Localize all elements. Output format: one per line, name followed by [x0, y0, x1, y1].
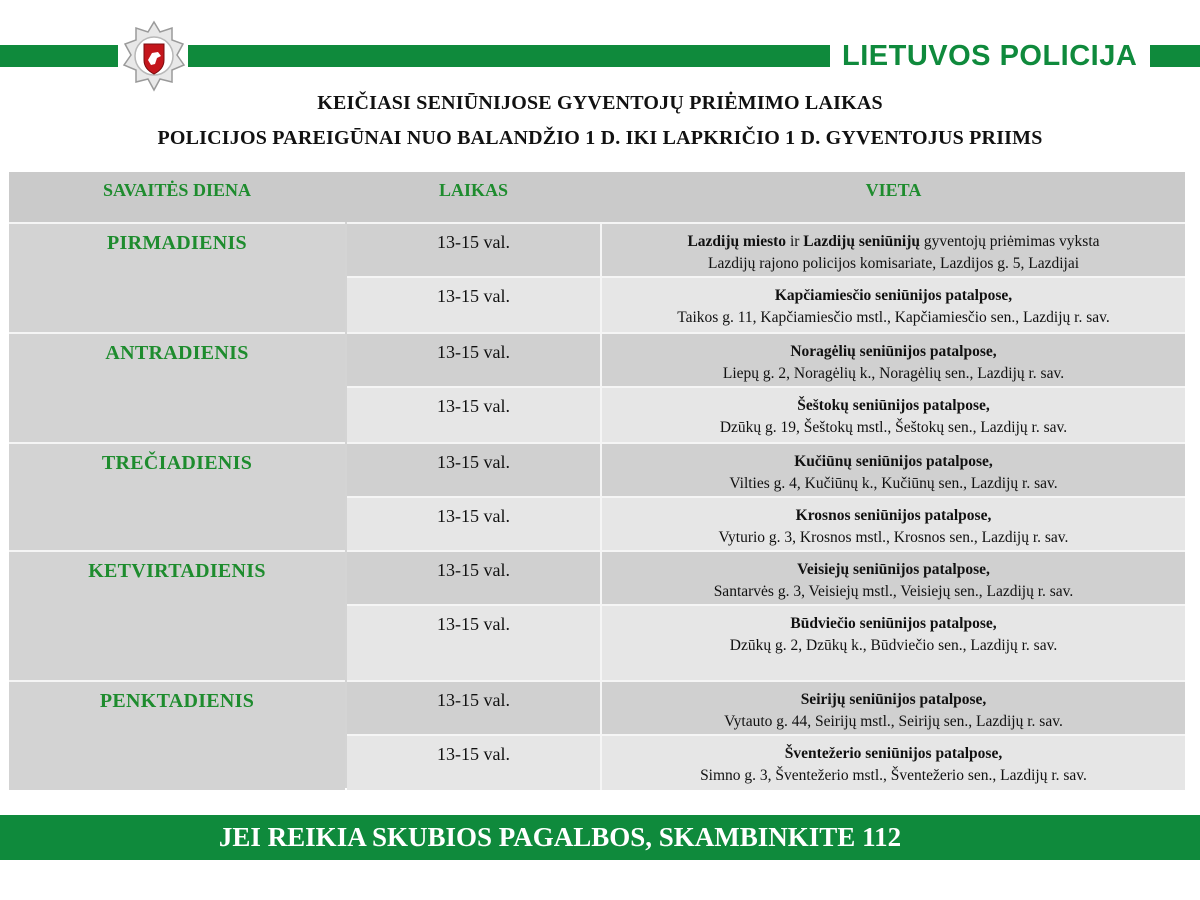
- time-cell: 13-15 val.: [437, 614, 510, 634]
- brand-title: LIETUVOS POLICIJA: [842, 40, 1138, 72]
- table-row: [347, 276, 1185, 332]
- place-cell: Noragėlių seniūnijos patalpose, Liepų g. 2, Noragėlių k., Noragėlių sen., Lazdijų r. sav.: [722, 343, 1065, 382]
- day-block: [9, 222, 345, 332]
- table-row: [347, 734, 1185, 790]
- day-label: KETVIRTADIENIS: [88, 560, 266, 582]
- day-block: [9, 550, 345, 680]
- time-cell: 13-15 val.: [437, 396, 510, 416]
- time-cell: 13-15 val.: [437, 744, 510, 764]
- header-day: SAVAITĖS DIENA: [103, 180, 251, 200]
- table-row: [347, 680, 1185, 734]
- place-cell: Seirijų seniūnijos patalpose, Vytauto g. 44, Seirijų mstl., Seirijų sen., Lazdijų r. sav.: [724, 691, 1063, 730]
- time-cell: 13-15 val.: [437, 286, 510, 306]
- place-cell: Lazdijų miesto ir Lazdijų seniūnijų gyventojų priėmimas vyksta Lazdijų rajono policijos komisariate, Lazdijos g. 5, Lazdijai: [687, 233, 1100, 272]
- table-row: [347, 386, 1185, 442]
- time-cell: 13-15 val.: [437, 232, 510, 252]
- page-title: KEIČIASI SENIŪNIJOSE GYVENTOJŲ PRIĖMIMO LAIKAS: [317, 92, 883, 114]
- emergency-text: JEI REIKIA SKUBIOS PAGALBOS, SKAMBINKITE 112: [218, 822, 902, 852]
- time-cell: 13-15 val.: [437, 506, 510, 526]
- place-cell: Kapčiamiesčio seniūnijos patalpose, Taikos g. 11, Kapčiamiesčio mstl., Kapčiamiesčio sen., Lazdijų r. sav.: [677, 287, 1110, 326]
- header-green-bar-right: [1150, 45, 1200, 67]
- table-row: [347, 604, 1185, 680]
- table-header: [9, 172, 1185, 222]
- header-time: LAIKAS: [438, 180, 509, 200]
- time-cell: 13-15 val.: [437, 560, 510, 580]
- place-cell: Kučiūnų seniūnijos patalpose, Vilties g. 4, Kučiūnų k., Kučiūnų sen., Lazdijų r. sav.: [729, 453, 1058, 492]
- place-cell: Šventežerio seniūnijos patalpose, Simno g. 3, Šventežerio mstl., Šventežerio sen., Lazdijų r. sav.: [700, 745, 1087, 784]
- header: [0, 0, 1200, 100]
- time-cell: 13-15 val.: [437, 452, 510, 472]
- header-green-bar-left: [0, 45, 118, 67]
- day-label: ANTRADIENIS: [105, 342, 249, 364]
- day-label: PIRMADIENIS: [107, 232, 247, 254]
- schedule-table: [9, 172, 1185, 788]
- day-block: [9, 680, 345, 790]
- emergency-banner: [0, 815, 1200, 860]
- place-cell: Šeštokų seniūnijos patalpose, Dzūkų g. 19, Šeštokų mstl., Šeštokų sen., Lazdijų r. sav.: [719, 397, 1068, 436]
- table-row: [347, 496, 1185, 550]
- header-green-bar-middle: [188, 45, 830, 67]
- place-cell: Krosnos seniūnijos patalpose, Vyturio g. 3, Krosnos mstl., Krosnos sen., Lazdijų r. sav.: [718, 507, 1069, 546]
- place-cell: Veisiejų seniūnijos patalpose, Santarvės g. 3, Veisiejų mstl., Veisiejų sen., Lazdijų r. sav.: [713, 561, 1074, 600]
- day-label: TREČIADIENIS: [101, 452, 253, 474]
- place-cell: Būdviečio seniūnijos patalpose, Dzūkų g. 2, Dzūkų k., Būdviečio sen., Lazdijų r. sav.: [729, 615, 1058, 654]
- table-row: [347, 442, 1185, 496]
- time-cell: 13-15 val.: [437, 342, 510, 362]
- page-subtitle: POLICIJOS PAREIGŪNAI NUO BALANDŽIO 1 D. IKI LAPKRIČIO 1 D. GYVENTOJUS PRIIMS: [157, 127, 1043, 149]
- table-row: [347, 550, 1185, 604]
- table-row: [347, 222, 1185, 276]
- time-cell: 13-15 val.: [437, 690, 510, 710]
- day-block: [9, 442, 345, 550]
- day-block: [9, 332, 345, 442]
- header-place: VIETA: [865, 180, 922, 200]
- day-label: PENKTADIENIS: [99, 690, 255, 712]
- police-badge-icon: [122, 20, 186, 92]
- table-row: [347, 332, 1185, 386]
